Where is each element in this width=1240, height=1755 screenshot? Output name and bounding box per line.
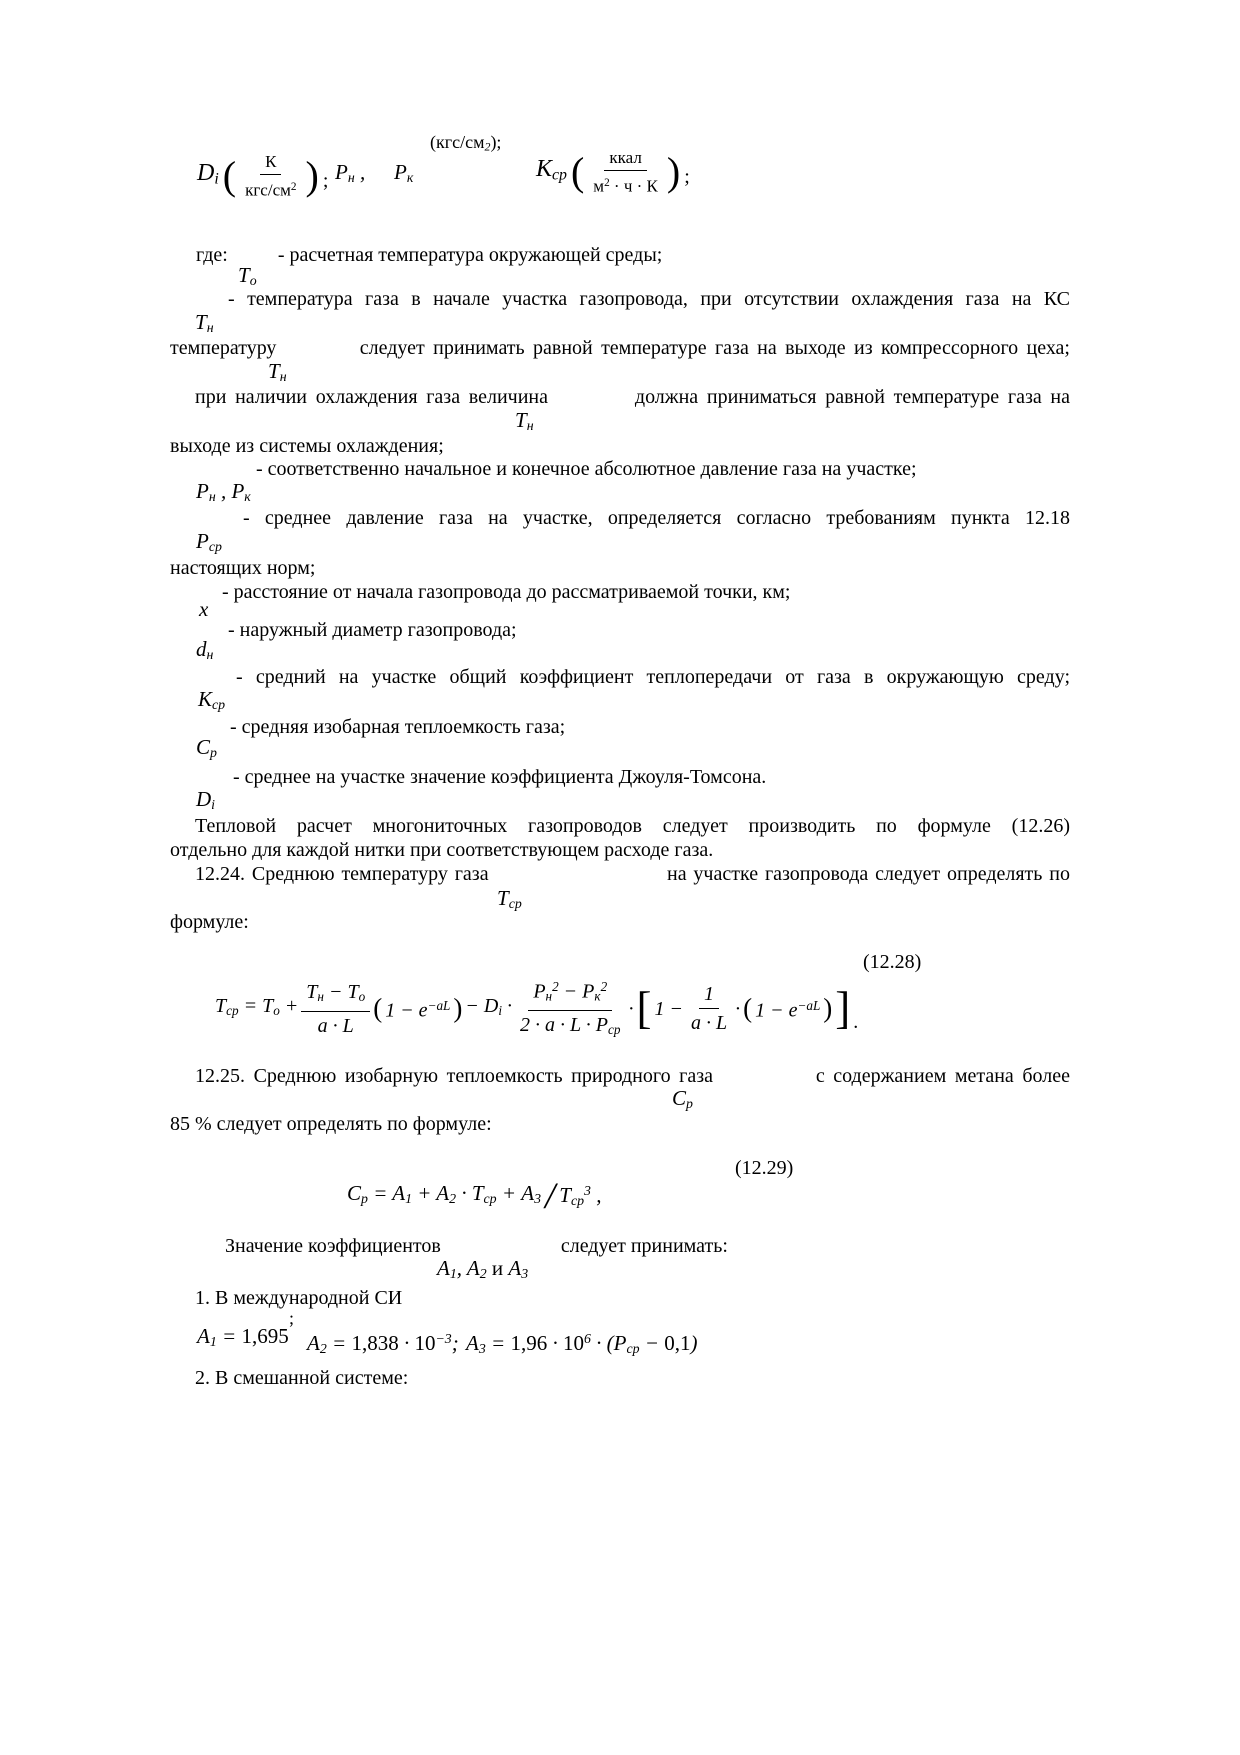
formula-di-units — [197, 152, 328, 201]
symbol-d-n: $d_н$ — [196, 637, 214, 663]
fraction-denominator: $2 \cdot a \cdot L \cdot P_{ср}$ — [520, 1014, 621, 1038]
symbol-T-n: $T_н$ — [515, 408, 534, 434]
fraction-denominator: a · L — [690, 1012, 728, 1035]
semicolon: ; — [684, 165, 690, 188]
formula-ksr-units — [536, 148, 690, 197]
dot-operator: · — [735, 997, 741, 1020]
var-pk: $P_к$ — [394, 160, 414, 186]
fraction-numerator: $T_н - T_о$ — [301, 980, 370, 1012]
equation-number-12-28: (12.28) — [863, 951, 922, 973]
formula-lhs: $C_p = A_1 + A_2 \cdot T_{ср} + A_3$ — [347, 1181, 542, 1207]
period: . — [853, 1011, 859, 1034]
fraction-numerator: ккал — [604, 148, 646, 171]
section-12-25-line1: 12.25. Среднюю изобарную теплоемкость природного газа с содержанием метана более — [195, 1065, 1070, 1087]
fraction-numerator: $P_н^2 - P_к^2$ — [528, 975, 612, 1011]
symbol-C-p: $C_p$ — [672, 1086, 693, 1112]
definition-text-psr: - среднее давление газа на участке, определяется согласно требованиям пункта 12.18 — [243, 507, 1070, 529]
left-paren: ( — [570, 149, 585, 195]
right-paren: ) — [666, 149, 681, 195]
semicolon: ; — [322, 169, 329, 192]
definition-text-ksr: - средний на участке общий коэффициент теплопередачи от газа в окружающую среду; — [236, 666, 1070, 688]
symbol-D-i: $D_i$ — [196, 787, 216, 813]
symbol-T-sr: $T_{ср}$ — [497, 886, 522, 912]
symbol-P-sr: $P_{ср}$ — [196, 529, 222, 555]
definition-text-cp: - средняя изобарная теплоемкость газа; — [230, 716, 566, 738]
division-slash: / — [545, 1175, 556, 1216]
fraction-denominator: a · L — [317, 1014, 354, 1037]
definition-text-pn-pk: - соответственно начальное и конечное абсолютное давление газа на участке; — [256, 458, 917, 480]
fraction-di-units — [240, 152, 301, 201]
right-paren: ) — [305, 153, 319, 199]
fraction-denominator: кгс/$см^2$ — [245, 180, 297, 200]
definition-text-tn: - температура газа в начале участка газопровода, при отсутствии охлаждения газа на КС — [228, 288, 1070, 310]
symbol-Pn-Pk: $P_н$ , $P_к$ — [196, 479, 251, 505]
symbol-K-sr: $K_{ср}$ — [198, 687, 226, 713]
definition-text-di: - среднее на участке значение коэффициента Джоуля-Томсона. — [233, 766, 767, 788]
coefficients-intro: Значение коэффициентов следует принимать: — [225, 1235, 728, 1257]
one-minus: 1 − — [654, 997, 683, 1020]
fraction-ksr-units — [588, 148, 663, 197]
definition-text-tn-cooling: при наличии охлаждения газа величина должна приниматься равной температуре газа на — [195, 386, 1070, 408]
semicolon: ; — [289, 1308, 295, 1328]
section-12-24-line1: 12.24. Среднюю температуру газа на участке газопровода следует определять по — [195, 863, 1070, 885]
var-pn: $P_н$ , — [335, 160, 366, 186]
symbol-T-o: $T_о$ — [238, 263, 257, 289]
symbol-T-n: $T_н$ — [268, 359, 287, 385]
section-12-24-line2: формуле: — [170, 911, 249, 933]
symbol-A1-A2-A3: $A_1$, $A_2$ и $A_3$ — [437, 1256, 529, 1282]
units-note: $(кгс/см_2)$; — [430, 132, 502, 154]
fraction-3 — [686, 982, 732, 1035]
paragraph-multiline-2: отдельно для каждой нитки при соответствующем расходе газа. — [170, 839, 714, 861]
equation-number-12-29: (12.29) — [735, 1157, 794, 1179]
definition-text-dn: - наружный диаметр газопровода; — [228, 619, 517, 641]
list-item-mixed: 2. В смешанной системе: — [195, 1367, 409, 1389]
formula-mid: − $D_i$ · — [465, 995, 513, 1019]
var-di: $D_i$ — [197, 160, 219, 188]
right-paren: ) — [453, 993, 463, 1024]
coefficient-a2: $A_2 = 1,838 \cdot 10^{-3}$; — [307, 1330, 459, 1356]
paragraph-multiline-1: Тепловой расчет многониточных газопроводов следует производить по формуле (12.26) — [195, 815, 1070, 837]
list-item-si: 1. В международной СИ — [195, 1287, 403, 1309]
definition-text-x: - расстояние от начала газопровода до рассматриваемой точки, км; — [222, 581, 791, 603]
symbol-C-p: $C_p$ — [196, 735, 217, 761]
left-bracket: [ — [636, 983, 652, 1034]
fraction-numerator: К — [260, 152, 281, 175]
fraction-numerator: 1 — [699, 982, 719, 1009]
var-ksr: $K_{ср}$ — [536, 156, 567, 184]
definition-text-cooling-end: выходе из системы охлаждения; — [170, 435, 444, 457]
formula-12-28 — [215, 975, 858, 1042]
fraction-2 — [515, 975, 625, 1042]
formula-lhs: $T_{ср} = T_о$ + — [215, 995, 299, 1019]
fraction-denominator: $м^2 \cdot ч \cdot К$ — [593, 176, 658, 196]
coefficient-a3: $A_3 = 1,96 \cdot 10^6 \cdot (P_{ср} - 0,1)$ — [466, 1330, 698, 1356]
right-bracket: ] — [835, 983, 851, 1034]
definition-text-to: где: - расчетная температура окружающей среды; — [196, 244, 663, 266]
definition-text-psr-cont: настоящих норм; — [170, 557, 316, 579]
exp-term-1: $1 - e^{-aL}$ — [385, 998, 451, 1022]
section-12-25-line2: 85 % следует определять по формуле: — [170, 1113, 492, 1135]
right-paren: ) — [823, 993, 833, 1024]
definition-text-tn-cont: температуру следует принимать равной температуре газа на выходе из компрессорного цеха; — [170, 337, 1070, 359]
exp-term-2: $1 - e^{-aL}$ — [755, 998, 821, 1022]
symbol-x: x — [199, 597, 209, 621]
dot-operator: · — [628, 997, 634, 1020]
symbol-T-n: $T_н$ — [195, 310, 214, 336]
fraction-1 — [301, 980, 370, 1038]
formula-rhs: $T_{ср}^3$ , — [559, 1183, 602, 1209]
coefficient-a1: $A_1 = 1,695$ — [197, 1324, 289, 1350]
formula-12-29 — [347, 1175, 602, 1216]
left-paren: ( — [373, 993, 383, 1024]
left-paren: ( — [743, 993, 753, 1024]
left-paren: ( — [222, 153, 237, 199]
